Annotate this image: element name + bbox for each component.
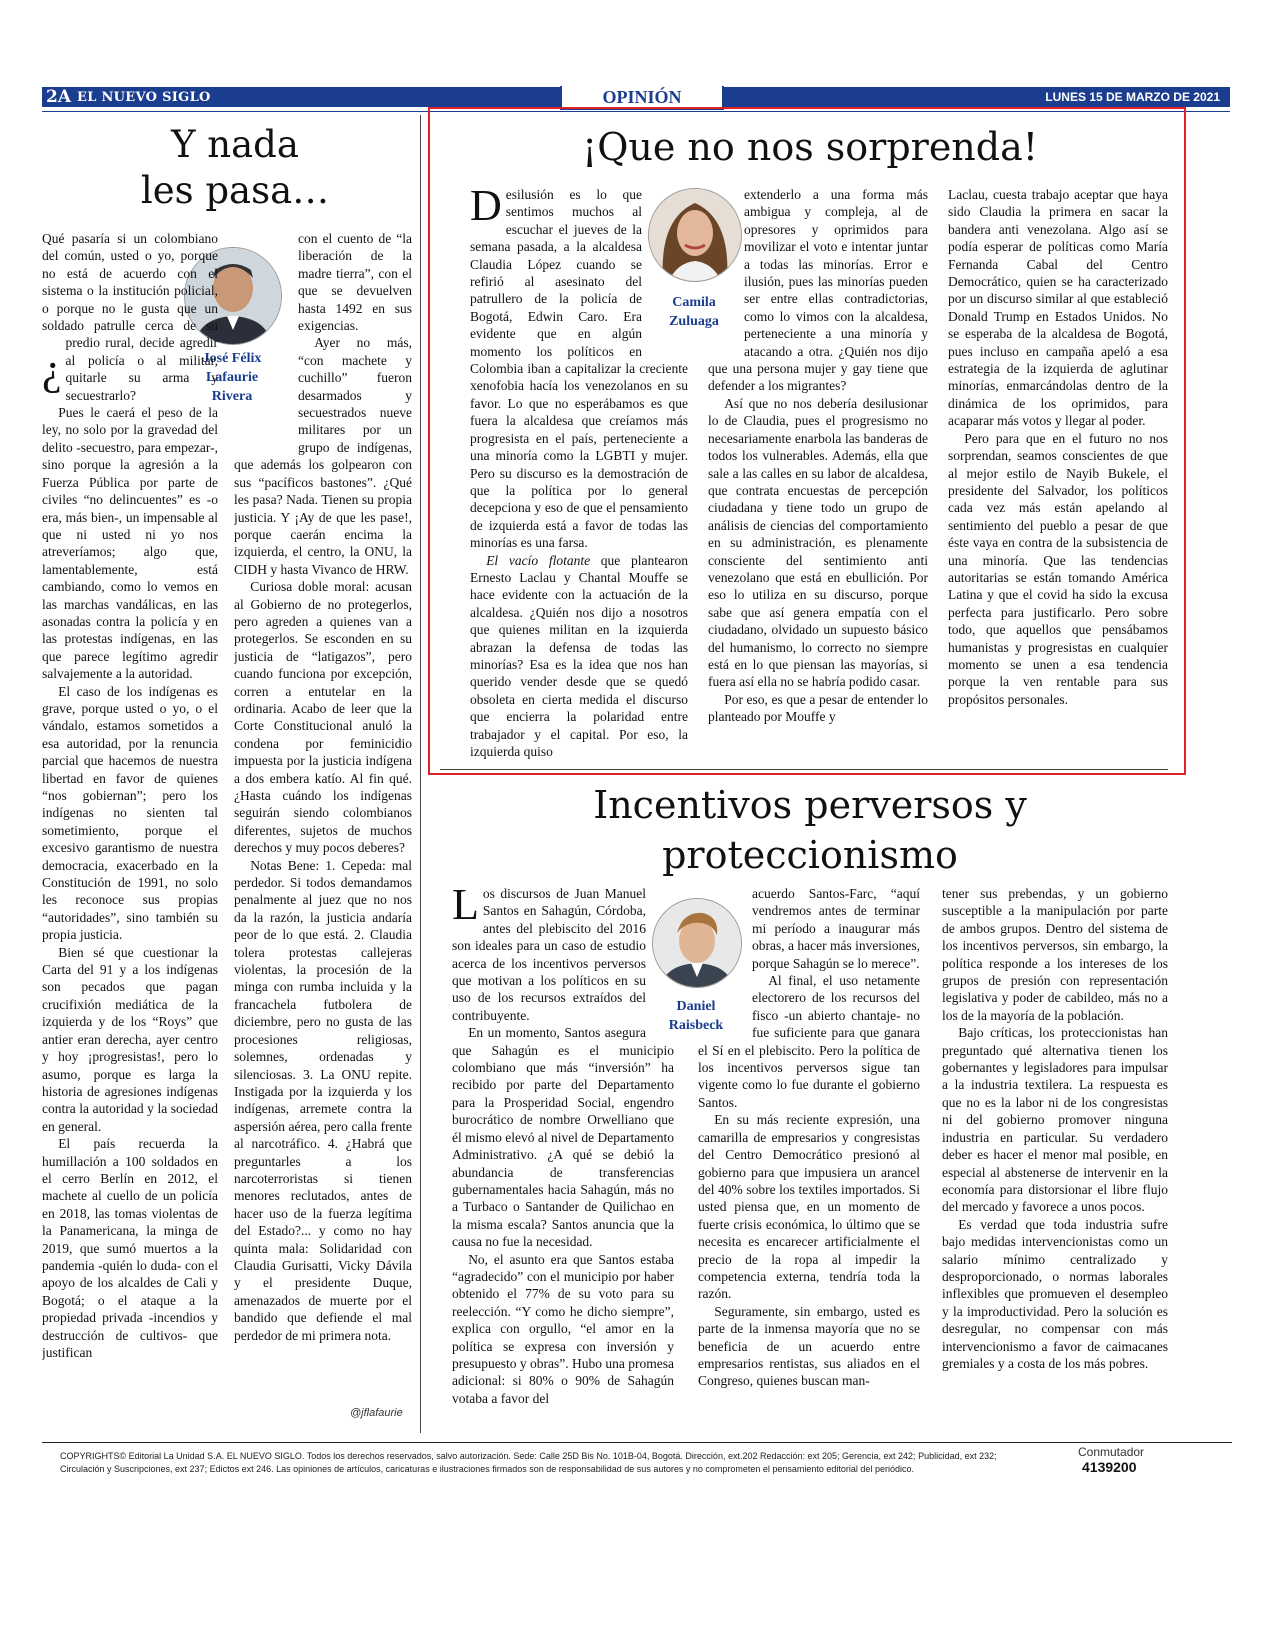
article2-column-3: Laclau, cuesta trabajo aceptar que haya sido Claudia la primera en sacar la bandera anti venezolana. Algo así se podía esperar de políticas como María Fernanda Cabal del Centro Democrático, quien se ha caracterizado por un discurso similar al que estableció Donald Trump en Estados Unidos. No se esperaba de la alcaldesa de Bogotá, pues incluso en campaña apeló a esa estrategia de la izquierda de aglutinar minorías, enmarcándolas dentro de la dinámica de los oprimidos, para acaparar más votos y llegar al poder. Pero para que en el futuro no nos sorprendan, seamos conscientes de que al mejor estilo de Nayib Bukele, el presidente del Salvador, los políticos cada vez más están apelando al sentimiento del pueblo a pesar de que éste vaya en contra de la subsistencia de una minoría. Que las tendencias autoritarias se están tomando América Latina y que el covid ha sido la excusa perfecta para justificarlo. Pero sobre todo, que aquellos que pensábamos humanistas y progresistas en cualquier momento se unen a esa tendencia porque la ven rentable para sus propósitos personales. xyxy=(948,187,1168,707)
article1-column-1: ¿ Qué pasaría si un colombiano del común, usted o yo, porque no está de acuerdo con el sistema o la institución policial, o porque no le gusta que un soldado patrulle cerca de su predio rural, decide agredir al policía o al militar, quitarle su arma y secuestrarlo? Pues le caerá el peso de la ley, no solo por la gravedad del delito -secuestro, para empezar-, sino porque la agresión a la Fuerza Pública por parte de civiles “no delincuentes” es -o era, más bien-, un impensable al que ni usted ni yo nos atreveríamos; algo que, lamentablemente, está cambiando, como lo vemos en las marchas vandálicas, en las asonadas contra la policía y en las protestas indígenas, en las que parece legítimo agredir salvajemente a la autoridad. El caso de los indígenas es grave, porque usted o yo, o el vándalo, estamos sometidos a esa autoridad, por la renuncia parcial que hacemos de nuestra libertad en favor de quienes “nos gobiernan”; pero los indígenas no sienten tal sometimiento, porque el excesivo garantismo de nuestra democracia, exacerbado en la Constitución de 1991, no solo les reconoce sus propias “autoridades”, sino también su propia justicia. Bien sé que cuestionar la Carta del 91 y a los indígenas son pecados que pagan crucifixión mediática de la izquierda y de los “Roys” que antier eran derecha, ayer centro y hoy ¡progresistas!, pero lo asumo, porque es larga la historia de agresiones indígenas contra la autoridad y la sociedad en general. El país recuerda la humillación a 100 soldados en el cerro Berlín en 2012, el machete al cuello de un policía en 2018, las tomas violentas de la Panamericana, la minga de 2019, que sumó muertos a la pandemia -quién lo duda- con el apoyo de los alcaldes de Cali y Bogotá; o el ataque a la propiedad privada -incendios y destrucción de cultivos- que justifican xyxy=(42,231,218,1360)
section-title: OPINIÓN xyxy=(560,86,724,110)
footer-copyright: COPYRIGHTS© Editorial La Unidad S.A. EL NUEVO SIGLO. Todos los derechos reservados, salvo autorización. Sede: Calle 25D Bis No. 101B-04, Bogotá. Dirección, ext.202 Redacción: ext 205; Gerencia, ext 242; Publicidad, ext 232; Circulación y Suscripciones, ext 237; Edictos ext 246. Las opiniones de artículos, caricaturas e ilustraciones firmados son de responsabilidad de sus autores y no comprometen el pensamiento editorial del periódico. xyxy=(60,1451,997,1474)
article1-title-line1: Y nada xyxy=(171,123,299,166)
newspaper-name: EL NUEVO SIGLO xyxy=(77,90,211,105)
article3-dropcap: L xyxy=(452,885,479,929)
article1-dropcap: ¿ xyxy=(42,345,62,394)
article2-column-2: extenderlo a una forma más ambigua y compleja, al de opresores y oprimidos para movilizar el voto e intentar juntar a todas las minorías. Error e ilusión, pues las minorías pueden ser entre ellas contradictorias, como lo vimos con la alcaldesa, perteneciente a una minoría y atacando a otra. ¿Quién nos dijo que una persona mujer y gay tiene que defender a los migrantes? Así que no nos debería desilusionar lo de Claudia, pues el progresismo no necesariamente enarbola las banderas de todos los vulnerables. Además, ella que sale a las calles en su labor de alcaldesa, que contrata encuestas de percepción ciudadana y tiene todo un grupo de análisis de ciencias del comportamiento en su administración, es plenamente consciente del sentimiento anti venezolano que está en ebullición. Por eso lo utiliza en su discurso, porque sabe que así genera empatía con el ciudadano, olvidado un supuesto básico del humanismo, lo correcto no siempre está en lo que piensan las mayorías, si fuera así ella no se habría podido casar. Por eso, es que a pesar de entender lo planteado por Mouffe y xyxy=(708,187,928,725)
author-name: José Félix Lafaurie Rivera xyxy=(202,351,262,404)
switchboard-label: Conmutador xyxy=(1078,1445,1145,1459)
article3-column-1: Los discursos de Juan Manuel Santos en Sahagún, Córdoba, antes del plebiscito del 2016 son ideales para un caso de estudio acerca de los incentivos perversos que motivan a los políticos en su uso de los recursos extraídos del contribuyente. En un momento, Santos asegura que Sahagún es el municipio colombiano que más “inversión” ha recibido por parte del Departamento para la Prosperidad Social, engendro burocrático de nombre Orwelliano que él mismo elevó al nivel de Departamento Administrativo. ¿A qué se debió la abundancia de transferencias gubernamentales hacia Sahagún, más no a Turbaco o Santander de Quilichao en la misma escala? Santos anuncia que la causa no fue la necesidad. No, el asunto era que Santos estaba “agradecido” con el municipio por haber obtenido el 77% de su voto para su reelección. “Y como he dicho siempre”, explica con orgullo, “el amor en la política se expresa con inversión y presupuesto y obras”. Hubo una promesa adicional: si 80% o 90% de Sahagún votaba a favor del xyxy=(452,885,674,1406)
issue-date: LUNES 15 DE MARZO DE 2021 xyxy=(1045,90,1220,104)
italic-phrase: El vacío flotante xyxy=(486,552,591,568)
article-separator xyxy=(440,769,1168,770)
article3-title: Incentivos perversos y proteccionismo xyxy=(593,783,1027,877)
footer-rule xyxy=(42,1442,1232,1443)
article1-column-2: con el cuento de “la liberación de la madre tierra”, con el que se devuelven hasta 1492 en sus exigencias. Ayer no más, “con machete y cuchillo” fueron desarmados y secuestrados nueve militares por un grupo de indígenas, que además los golpearon con sus “pacíficos bastones”. ¿Qué les pasa? Nada. Tienen su propia justicia. Y ¡Ay de que les pase!, porque caerán encima la izquierda, el centro, la ONU, la CIDH y hasta Vivanco de HRW. Curiosa doble moral: acusan al Gobierno de no protegerlos, pero agreden a quienes van a protegerlos. Se esconden en su justicia de “latigazos”, pero cuando funciona por excepción, corren a entutelar en la ordinaria. Acabo de leer que la Corte Constitucional anuló la condena por feminicidio impuesta por la justicia indígena a dos embera katío. Al fin qué. ¿Hasta cuándo los indígenas seguirán siendo colombianos diferentes, sujetos de muchos derechos y muy pocos deberes? Notas Bene: 1. Cepeda: mal perdedor. Si todos demandamos penalmente al juez que no nos da la razón, la justicia andaría peor de lo que está. 2. Claudia tolera protestas callejeras violentas, la procesión de la minga con rumba incluida y la francachela futbolera de diciembre, pero no gusta de las procesiones religiosas, solemnes, ordenadas y silenciosas. 3. La ONU repite. Instigada por la izquierda y los indígenas, arremete contra la aspersión aérea, pero calla frente al narcotráfico. 4. ¿Habrá que preguntarles a los narcoterroristas si tienen menores reclutados, antes de hacer uso de la fuerza legítima del Estado?... y como no hay quinta mala: Solidaridad con Claudia Gurisatti, Vicky Dávila y el presidente Duque, amenazados de muerte por el bandido que defiende el mal perdedor de mi primera nota. xyxy=(234,231,412,1343)
column-divider xyxy=(420,115,421,1433)
article1-title-line2: les pasa… xyxy=(140,169,330,212)
article2-column-1: Desilusión es lo que sentimos muchos al escuchar el jueves de la semana pasada, a la alcaldesa Claudia López cuando se refirió al asesinato del patrullero de la policía de Bogotá, Edwin Caro. Era evidente que en algún momento los políticos en Colombia iban a capitalizar la creciente xenofobia hacía los venezolanos en su favor. Lo que no esperábamos es que fuera la alcaldesa que creíamos más progresista en el país, perteneciente a una minoría como la LGBTI y mujer. Pero su discurso es la demostración de que la política por lo general decepciona y eso de que el pensamiento de izquierda está a favor de todas las minorías es una farsa. El vacío flotante que plantearon Ernesto Laclau y Chantal Mouffe se hace evidente con la actuación de la alcaldesa. ¿Quién nos dijo a nosotros que quienes militan en la izquierda abrazan la defensa de todas las minorías? Esa es la idea que nos han querido vender desde que se quedó obsoleta en cierta medida el discurso que encierra la polaridad entre trabajador y el capital. Por eso, la izquierda quiso xyxy=(470,186,688,759)
page-number: 2A xyxy=(46,87,72,107)
article2-dropcap: D xyxy=(470,186,502,230)
author-name: Daniel Raisbeck xyxy=(668,999,724,1033)
article1-title xyxy=(60,122,410,214)
article3-column-2: acuerdo Santos-Farc, “aquí vendremos antes de terminar mi período a inaugurar más obras, a hacer más inversiones, porque Sahagún se lo merece”. Al final, el uso netamente electorero de los recursos del fisco -un abierto chantaje- no fue suficiente para que ganara el Sí en el plebiscito. Pero la política de los incentivos perversos sigue tan vigente como lo fue durante el gobierno Santos. En su más reciente expresión, una camarilla de empresarios y congresistas del Centro Democrático presionó al gobierno para que impusiera un arancel del 40% sobre los textiles importados. Si usted piensa que, en un momento de fuerte crisis económica, lo último que se necesita es encarecer artificialmente el precio de la ropa al impedir la competencia externa, tendría toda la razón. Seguramente, sin embargo, usted es parte de la inmensa mayoría que no se beneficia de un acuerdo entre empresarios rentistas, sus aliados en el Congreso, quienes buscan man- xyxy=(698,886,920,1389)
author-name: Camila Zuluaga xyxy=(669,295,719,329)
article3-column-3: tener sus prebendas, y un gobierno susceptible a la manipulación por parte de ambos grupos. Dentro del sistema de los incentivos perversos, sin embargo, la política responde a los intereses de los grupos de presión con representación legislativa y poder de cabildeo, más no a los de la mayoría de la población. Bajo críticas, los proteccionistas han preguntado qué alternativa tienen los gobernantes y legisladores para impulsar a la industria textilera. La respuesta es que no es la labor ni de los congresistas ni del gobierno promover ninguna industria en particular. Su verdadero deber es hacer el menor mal posible, en especial al abstenerse de intervenir en la economía para distorsionar el libre flujo del mercado y favorece a unos pocos. Es verdad que toda industria sufre bajo medidas intervencionistas como un salario mínimo centralizado y desproporcionado, o normas laborales inflexibles que promueven el desempleo y la improductividad. Pero la solución es desregular, no compensar con más intervencionismo a favor de caimacanes gremiales y a costa de los más pobres. xyxy=(942,886,1168,1371)
switchboard-number: 4139200 xyxy=(1082,1459,1137,1475)
article2-title: ¡Que no nos sorprenda! xyxy=(581,125,1039,169)
author-twitter: @jflafaurie xyxy=(350,1407,403,1419)
